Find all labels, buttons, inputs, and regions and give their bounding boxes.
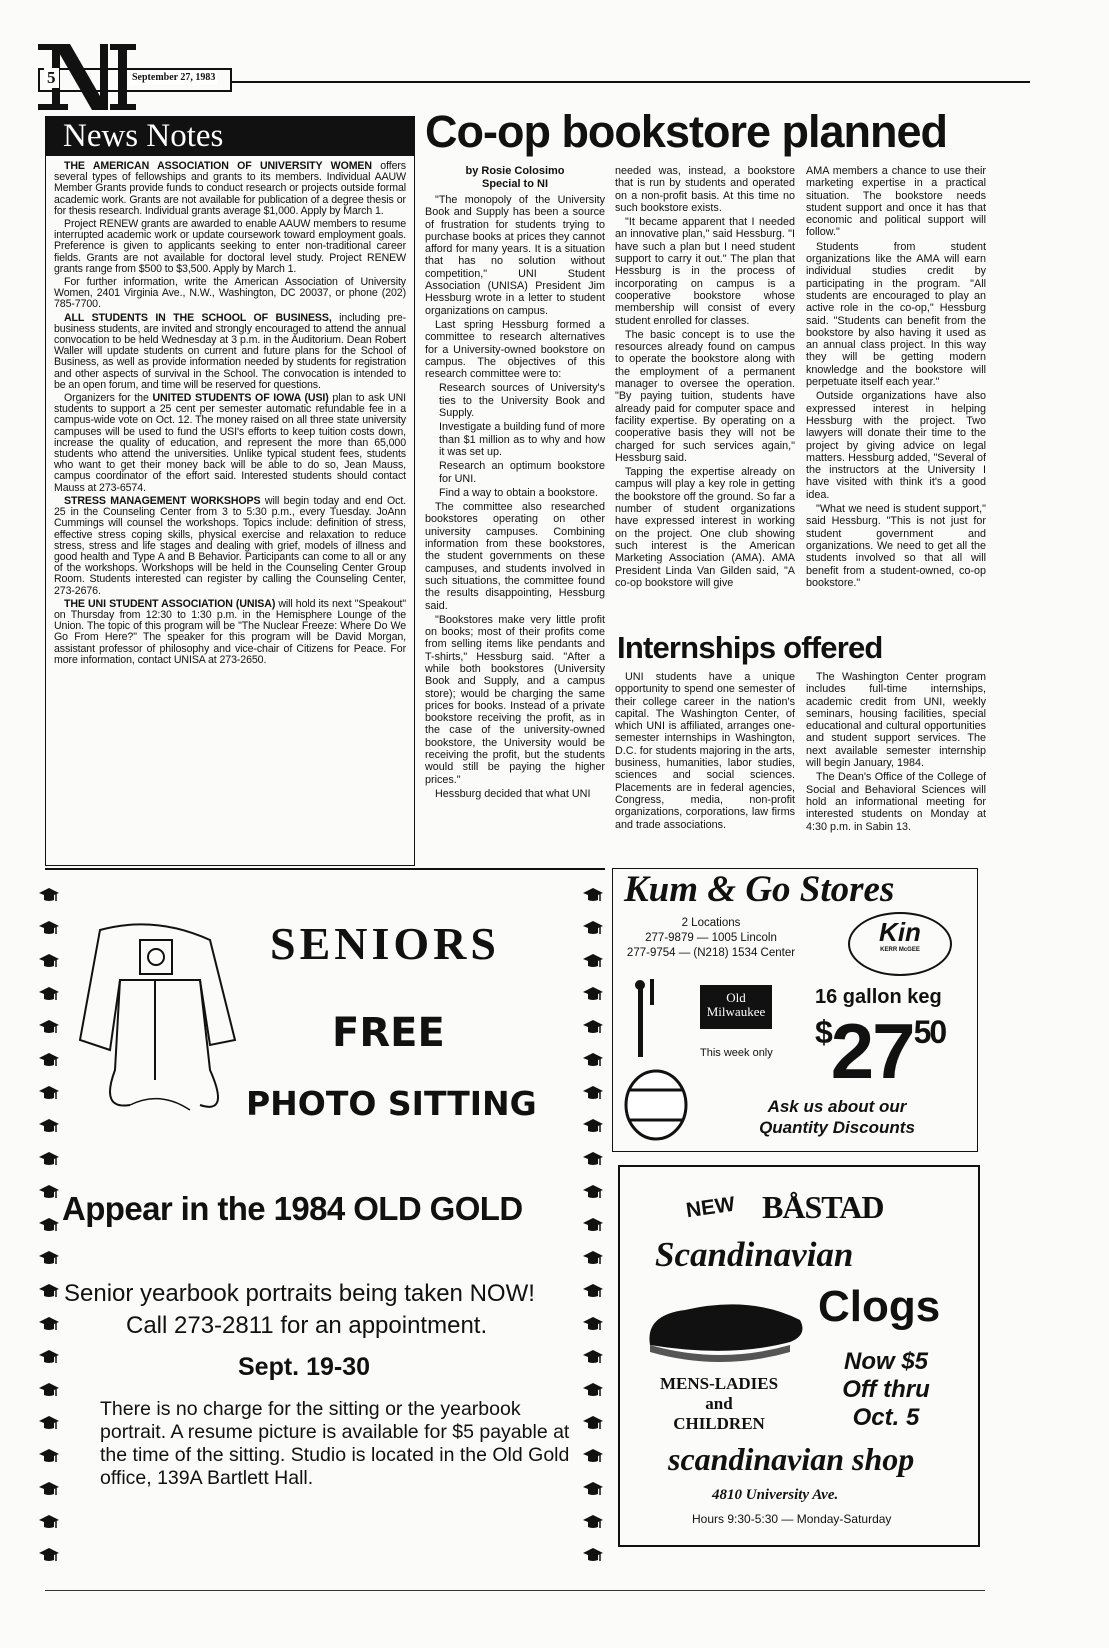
article-paragraph: The Dean's Office of the College of Social and Behavioral Sciences will hold an informational meeting for interested students on Monday at 4:30 p.m. in Sabin 13. — [806, 771, 986, 833]
article-paragraph: Find a way to obtain a bookstore. — [439, 486, 599, 499]
bookstore-column-3 — [806, 165, 986, 591]
price-cents: 50 — [913, 1014, 946, 1050]
news-note — [54, 277, 406, 311]
news-note-text: including pre-business students, are invited and strongly encouraged to attend the annual convocation to be held Wednesday at 3 p.m. in the Auditorium. Dean Robert Waller will update students on current and future plans for the School of Business, as well as provide information needed by students for registration and other aspects of survival in the School. The convocation is intended to be an open forum, and time will be reserved for questions. — [54, 311, 406, 391]
graduation-cap-icon — [38, 1480, 60, 1501]
article-paragraph: Outside organizations have also expressed interest in helping Hessburg with the project. Two lawyers will donate their time to the project by giving advice on legal matters. Hessburg added, "Several of the instructors at the University I have visited with think it's a good idea. — [806, 390, 986, 501]
article-paragraph: "The monopoly of the University Book and Supply has been a source of frustration for students trying to purchase books at prices they cannot afford for many years. It is a situation that has no solution without competition," UNI Student Association (UNISA) President Jim Hessburg wrote in a letter to student organizations on campus. — [425, 194, 605, 317]
graduation-cap-icon — [38, 1315, 60, 1336]
byline — [425, 165, 605, 191]
offer-line-3: Oct. 5 — [852, 1404, 920, 1431]
graduation-cap-icon — [38, 1447, 60, 1468]
graduation-cap-icon — [38, 985, 60, 1006]
news-note-text: Project RENEW grants are awarded to enable AAUW members to resume interrupted academic work or update coursework toward employment goals. Preference is given to applicants seeking to enter non-traditional career fields. Grants are not available for doctoral level study. Project RENEW grants range from $500 to $3,500. Apply by March 1. — [54, 218, 406, 275]
graduation-cap-icon — [38, 1348, 60, 1369]
graduation-cap-icon — [582, 919, 604, 940]
article-paragraph: Tapping the expertise already on campus will play a key role in getting the bookstore off the ground. So far a number of student organizations have expressed interest in working on the project. One club showing such interest is the American Marketing Association (AMA). AMA President Linda Van Gilden said, "A co-op bookstore will give — [615, 466, 795, 589]
graduation-cap-icon — [582, 1150, 604, 1171]
audience — [634, 1374, 804, 1434]
graduation-cap-icon — [582, 1447, 604, 1468]
news-note-text: plan to ask UNI students to support a 25 cent per semester automatic refundable fee in a campus-wide vote on Oct. 12. The money raised on all three state university campuses will be used to fund the USI's efforts to keep tuition costs down, increase the quality of education, and represent the more than 65,000 students who attend the universities. Unlike typical student fees, students who want to get their money back will be able to do so, Jean Mauss, campus coordinator of the effort said. Interested students should contact Mauss at 273-6574. — [54, 392, 406, 494]
store-locations — [616, 916, 806, 961]
header-rule — [230, 81, 1030, 83]
graduation-cap-icon — [582, 1480, 604, 1501]
graduation-cap-icon — [38, 919, 60, 940]
photographer-illustration — [60, 920, 250, 1120]
graduation-cap-icon — [582, 1018, 604, 1039]
bookstore-headline: Co-op bookstore planned — [425, 106, 947, 157]
news-note-lead: THE UNI STUDENT ASSOCIATION (UNISA) — [64, 597, 276, 610]
article-paragraph: Students from student organizations like the AMA will earn individual studies credit by participating in the program. "All students are encouraged to play an active role in the co-op," Hessburg said. "Students can benefit from the bookstore by also having it used as an annual class project. In this way they will be getting modern knowledge and the bookstore will perpetuate itself each year." — [806, 240, 986, 389]
graduation-cap-icon — [38, 1513, 60, 1534]
news-notes-box — [45, 156, 415, 866]
shop-hours: Hours 9:30-5:30 — Monday-Saturday — [692, 1512, 892, 1526]
clog-shoe-icon — [640, 1290, 810, 1370]
quantity-discounts — [752, 1096, 922, 1138]
shop-address: 4810 University Ave. — [712, 1487, 839, 1503]
news-notes-title: News Notes — [45, 116, 415, 156]
graduation-cap-icon — [582, 1183, 604, 1204]
news-note-lead: UNITED STUDENTS OF IOWA (USI) — [152, 392, 329, 405]
bastad-brand: BÅSTAD — [762, 1189, 884, 1225]
seniors-ad-body: There is no charge for the sitting or the yearbook portrait. A resume picture is available for $5 payable at the time of the sitting. Studio is located in the Old Gold office, 139A Bartlett Hall. — [100, 1398, 570, 1489]
byline-author: by Rosie Colosimo — [465, 165, 565, 177]
kerr-logo-text: KERR McGEE — [880, 947, 920, 953]
article-paragraph: UNI students have a unique opportunity to spend one semester of their college career in the nation's capital. The Washington Center, of which UNI is affiliated, arranges one-semester internships in Washington, D.C. for students majoring in the arts, business, humanities, labor studies, sciences and social sciences. Placements are in federal agencies, Congress, media, non-profit organizations, corporations, law firms and trade associations. — [615, 671, 795, 831]
internships-headline: Internships offered — [617, 630, 883, 665]
news-note — [54, 161, 406, 217]
bottom-rule — [45, 1590, 985, 1591]
article-paragraph: Research an optimum bookstore for UNI. — [439, 460, 605, 485]
price-dollar: $ — [815, 1014, 831, 1050]
graduation-cap-icon — [38, 1282, 60, 1303]
keg-price — [815, 1007, 946, 1095]
graduation-cap-icon — [38, 1150, 60, 1171]
kum-go-title: Kum & Go Stores — [624, 869, 895, 910]
graduation-cap-icon — [38, 1546, 60, 1567]
kerr-logo-mark: Kin — [879, 917, 921, 947]
locations-count: 2 Locations — [681, 917, 741, 929]
issue-date: September 27, 1983 — [132, 72, 216, 83]
news-note — [54, 393, 406, 494]
graduation-cap-icon — [582, 1546, 604, 1567]
discount-offer — [836, 1348, 936, 1432]
graduation-cap-icon — [38, 1381, 60, 1402]
graduation-cap-icon — [38, 1018, 60, 1039]
this-week-only: This week only — [700, 1047, 773, 1059]
graduation-cap-icon — [582, 886, 604, 907]
offer-line-2: Off thru — [842, 1376, 930, 1403]
graduation-cap-icon — [38, 1117, 60, 1138]
graduation-cap-icon — [582, 952, 604, 973]
graduation-cap-icon — [582, 1117, 604, 1138]
free-label: FREE — [332, 1010, 445, 1056]
graduation-cap-icon — [582, 1216, 604, 1237]
byline-affiliation: Special to NI — [481, 178, 549, 190]
news-note-lead: THE AMERICAN ASSOCIATION OF UNIVERSITY WOMEN — [64, 160, 372, 172]
article-paragraph: "What we need is student support," said Hessburg. "This is not just for student government and organizations. We need to get all the students involved so that all will benefit from a student-owned, co-op bookstore." — [806, 503, 986, 589]
news-note — [54, 219, 406, 275]
call-line: Call 273-2811 for an appointment. — [126, 1312, 488, 1339]
portraits-line: Senior yearbook portraits being taken NOW! — [64, 1280, 535, 1307]
graduation-cap-icon — [38, 1249, 60, 1270]
news-note — [54, 599, 406, 666]
news-note-lead: STRESS MANAGEMENT WORKSHOPS — [64, 494, 261, 507]
graduation-cap-icon — [582, 1084, 604, 1105]
news-note-lead: ALL STUDENTS IN THE SCHOOL OF BUSINESS, — [64, 311, 332, 324]
article-paragraph: AMA members a chance to use their marketing expertise in a practical situation. The bookstore needs student support and once it has that economic and political support will follow." — [806, 165, 986, 239]
page-number: 5 — [44, 68, 59, 88]
graduation-cap-icon — [582, 985, 604, 1006]
graduation-cap-icon — [582, 1315, 604, 1336]
photo-sitting-label: PHOTO SITTING — [246, 1084, 537, 1123]
graduation-cap-icon — [582, 1414, 604, 1435]
offer-line-1: Now $5 — [843, 1348, 929, 1375]
article-paragraph: Last spring Hessburg formed a committee to research alternatives for a University-owned bookstore on campus. The objectives of this research committee were to: — [425, 318, 605, 381]
beer-keg-icon — [622, 975, 692, 1145]
keg-size: 16 gallon keg — [815, 986, 942, 1008]
graduation-cap-icon — [582, 1051, 604, 1072]
news-note — [54, 496, 406, 597]
discounts-line: Quantity Discounts — [759, 1118, 915, 1137]
graduation-cap-icon — [38, 1084, 60, 1105]
graduation-cap-icon — [582, 1282, 604, 1303]
graduation-cap-icon — [38, 1051, 60, 1072]
article-paragraph: "Bookstores make very little profit on books; most of their profits come from selling items like pendants and T-shirts," Hessburg said. "After a while both bookstores (University Book and Supply, and a campus store); would be charging the same prices for books. Instead of a private bookstore receiving the profit, as in the case of the university-owned bookstore, the University would be receiving the profit, but the students would still be paying the higher prices." — [425, 613, 605, 786]
internships-column-2 — [806, 671, 986, 835]
scandinavian-label: Scandinavian — [655, 1235, 854, 1274]
news-note — [54, 313, 406, 391]
location-lincoln: 277-9879 — 1005 Lincoln — [645, 932, 777, 944]
audience-line-2: and — [705, 1394, 733, 1413]
bookstore-column-1 — [425, 165, 605, 802]
bookstore-column-2 — [615, 165, 795, 591]
article-paragraph: Hessburg decided that what UNI — [435, 787, 591, 800]
graduation-cap-icon — [38, 1183, 60, 1204]
graduation-cap-icon — [582, 1348, 604, 1369]
news-note-text: will begin today and end Oct. 25 in the Counseling Center from 3 to 5:30 p.m., every Tuesday. JoAnn Cummings will counsel the workshops. Topics include: definition of stress, effective stress coping skills, physical exercise and relaxation to reduce stress, stress and life stages and dealing with grief, models of illness and good health and Type A and B Behavior. Participants can come to all or any of the workshops. Workshops will be held in the Counseling Center Group Room. Students interested can register by calling the Counseling Center, 273-2676. — [54, 494, 407, 597]
news-note-text: For further information, write the American Association of University Women, 2401 Virginia Ave., N.W., Washington, DC 20037, or phone (202) 785-7700. — [54, 276, 406, 311]
audience-line-3: CHILDREN — [673, 1414, 765, 1433]
graduation-cap-icon — [582, 1381, 604, 1402]
graduation-cap-icon — [38, 1414, 60, 1435]
ask-line: Ask us about our — [767, 1097, 907, 1116]
new-label: NEW — [684, 1192, 737, 1223]
article-paragraph: The basic concept is to use the resources already found on campus to operate the bookstore along with the employment of a permanent manager to oversee the operation. "By paying tuition, students have already paid for computer space and facility expertise. By operating on a cooperative basis they will not be charged for such services again," Hessburg said. — [615, 328, 795, 464]
graduation-cap-icon — [38, 1216, 60, 1237]
clogs-label: Clogs — [818, 1282, 941, 1331]
internships-column-1 — [615, 671, 795, 833]
sitting-dates: Sept. 19-30 — [238, 1353, 371, 1381]
news-note-text: offers several types of fellowships and grants to its members. Individual AAUW Member Grants provide funds to conduct research or projects outside formal academic work. Grants are not available for publication of a degree thesis or for thesis research. Individual grants average $1,000. Apply by March 1. — [54, 160, 406, 217]
shop-name: scandinavian shop — [668, 1441, 915, 1477]
kerr-mcgee-logo — [848, 912, 952, 976]
news-note-intro: Organizers for the — [64, 392, 153, 405]
article-paragraph: The committee also researched bookstores operating on other university campuses. Combining information from these bookstores, the student governments on these campuses, and students involved in such situations, the committee found the results disappointing, Hessburg said. — [425, 501, 605, 612]
article-paragraph: The Washington Center program includes full-time internships, academic credit from UNI, weekly seminars, housing facilities, special educational and cultural opportunities and student support services. The next available semester internship will begin January, 1984. — [806, 671, 986, 770]
article-paragraph: "It became apparent that I needed an innovative plan," said Hessburg. "I have such a plan but I need student support to carry it out." The plan that Hessburg is in the process of incorporating on campus is a cooperative bookstore whose membership will consist of every student enrolled for classes. — [615, 216, 795, 327]
news-note-text: will hold its next "Speakout" on Thursday from 12:30 to 1:30 p.m. in the Hemisphere Lounge of the Union. The topic of this program will be "The Nuclear Freeze: Where Do We Go From Here?" The speaker for this program will be David Morgan, assistant professor of philosophy and vice-chair of Citizens for Peace. For more information, contact UNISA at 273-2650. — [54, 597, 406, 666]
article-paragraph: Investigate a building fund of more than $1 million as to why and how it was set up. — [439, 421, 605, 458]
graduation-cap-icon — [38, 952, 60, 973]
location-center: 277-9754 — (N218) 1534 Center — [626, 947, 796, 959]
price-dollars: 27 — [830, 1007, 914, 1095]
old-milwaukee-logo: Old Milwaukee — [700, 985, 772, 1029]
seniors-title: SENIORS — [270, 918, 500, 969]
audience-line-1: MENS-LADIES — [659, 1374, 779, 1393]
article-paragraph: needed was, instead, a bookstore that is run by students and operated on a non-profit basis. At this time no such bookstore exists. — [615, 165, 795, 214]
graduation-cap-icon — [38, 886, 60, 907]
old-gold-heading: Appear in the 1984 OLD GOLD — [62, 1190, 523, 1227]
graduation-cap-icon — [582, 1513, 604, 1534]
article-paragraph: Research sources of University's ties to the University Book and Supply. — [439, 382, 605, 420]
graduation-cap-icon — [582, 1249, 604, 1270]
